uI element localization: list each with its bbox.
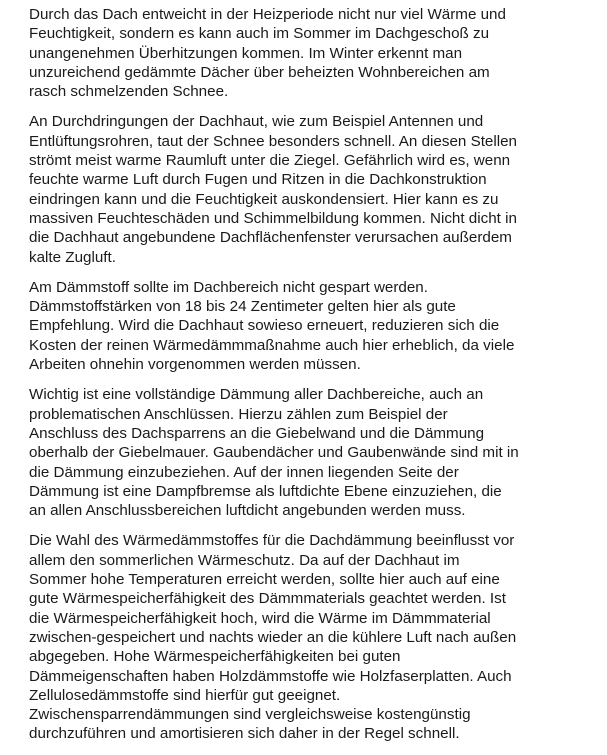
text-line: Dämmung ist eine Dampfbremse als luftdichte Ebene einzuziehen, die	[29, 482, 502, 500]
text-line: Entlüftungsrohren, taut der Schnee besonders schnell. An diesen Stellen	[29, 132, 518, 150]
text-line: feuchte warme Luft durch Fugen und Ritzen in die Dachkonstruktion	[29, 171, 487, 189]
text-line: unzureichend gedämmte Dächer über beheizten Wohnbereichen am	[29, 63, 490, 81]
text-line: Dämmstoffstärken von 18 bis 24 Zentimeter gelten hier als gute	[29, 298, 456, 316]
text-line: die Wärmespeicherfähigkeit hoch, wird die Wärme im Dämmmaterial	[29, 609, 491, 627]
text-line: kalte Zugluft.	[29, 248, 116, 266]
text-line: massiven Feuchteschäden und Schimmelbildung kommen. Nicht dicht in	[29, 209, 517, 227]
paragraph-material-choice	[29, 531, 603, 743]
text-line: Anschluss des Dachsparrens an die Giebelwand und die Dämmung	[29, 424, 485, 442]
document-body	[29, 5, 603, 755]
text-line: Kosten der reinen Wärmedämmmaßnahme auch hier erheblich, da viele	[29, 336, 515, 354]
text-line: oberhalb der Giebelmauer. Gaubendächer und Gaubenwände sind mit in	[29, 444, 519, 462]
text-line: Durch das Dach entweicht in der Heizperiode nicht nur viel Wärme und	[29, 6, 506, 23]
paragraph-roof-heat-loss	[29, 5, 603, 101]
paragraph-roof-penetrations	[29, 112, 603, 266]
text-line: gute Wärmespeicherfähigkeit des Dämmmaterials geachtet werden. Ist	[29, 590, 506, 608]
text-line: Dämmeigenschaften haben Holzdämmstoffe wie Holzfaserplatten. Auch	[29, 667, 512, 685]
text-line: Sommer hohe Temperaturen erreicht werden, sollte hier auch auf eine	[29, 571, 500, 589]
text-line: Zwischensparrendämmungen sind vergleichsweise kostengünstig	[29, 706, 471, 724]
text-line: zwischen-gespeichert und nachts wieder an die kühlere Luft nach außen	[29, 628, 517, 646]
text-line: Wichtig ist eine vollständige Dämmung aller Dachbereiche, auch an	[29, 386, 484, 404]
text-line: abgegeben. Hohe Wärmespeicherfähigkeiten bei guten	[29, 648, 401, 666]
text-line: Feuchtigkeit, sondern es kann auch im Sommer im Dachgeschoß zu	[29, 25, 490, 43]
text-line: unangenehmen Überhitzungen kommen. Im Winter erkennt man	[29, 44, 463, 62]
text-line: An Durchdringungen der Dachhaut, wie zum Beispiel Antennen und	[29, 113, 484, 131]
text-line: die Dämmung einzubeziehen. Auf der innen liegenden Seite der	[29, 463, 459, 481]
text-line: rasch schmelzenden Schnee.	[29, 83, 229, 101]
text-line: eindringen kann und die Feuchtigkeit auskondensiert. Hier kann es zu	[29, 190, 499, 208]
text-line: Die Wahl des Wärmedämmstoffes für die Dachdämmung beeinflusst vor	[29, 532, 515, 550]
text-line: Empfehlung. Wird die Dachhaut sowieso erneuert, reduzieren sich die	[29, 317, 500, 335]
text-line: problematischen Anschlüssen. Hierzu zählen zum Beispiel der	[29, 405, 448, 423]
text-line: Zellulosedämmstoffe sind hierfür gut geeignet.	[29, 686, 341, 704]
text-line: strömt meist warme Raumluft unter die Ziegel. Gefährlich wird es, wenn	[29, 152, 511, 170]
paragraph-complete-insulation	[29, 385, 603, 520]
paragraph-insulation-thickness	[29, 278, 603, 374]
text-line: allem den sommerlichen Wärmeschutz. Da auf der Dachhaut im	[29, 551, 460, 569]
text-line: durchzuführen und amortisieren sich daher in der Regel schnell.	[29, 725, 460, 743]
text-line: an allen Anschlussbereichen luftdicht angebunden werden muss.	[29, 502, 466, 520]
text-line: die Dachhaut angebundene Dachflächenfenster verursachen außerdem	[29, 229, 512, 247]
text-line: Arbeiten ohnehin vorgenommen werden müssen.	[29, 356, 361, 374]
text-line: Am Dämmstoff sollte im Dachbereich nicht gespart werden.	[29, 278, 428, 296]
